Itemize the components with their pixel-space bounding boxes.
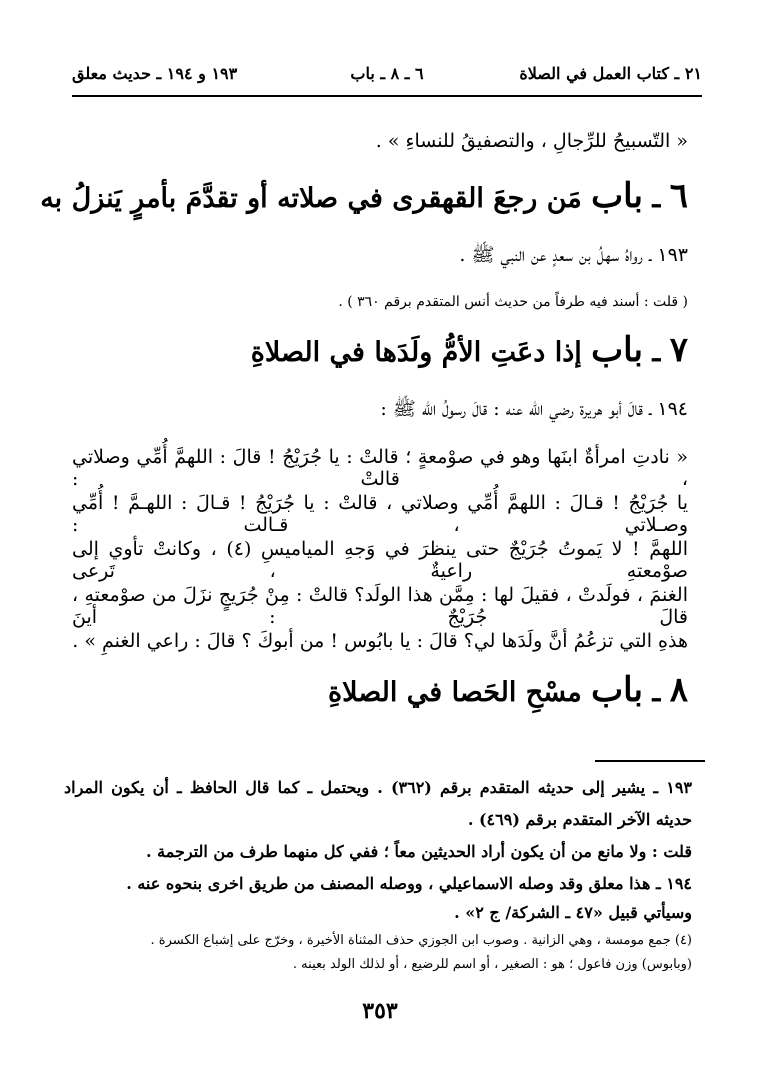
header-divider	[72, 95, 702, 97]
hadith-line: اللهمَّ ! لا يَموتُ جُرَيْجٌ حتى ينظرَ في وَجهِ المياميسِ (٤) ، وكانتْ تأوي إلى صوْمعتهِ راعيةٌ ، تَرعى	[72, 538, 689, 582]
hadith-line: هذهِ التي تزعُمُ أنَّ ولَدَها لي؟ قالَ : يا بابُوس ! من أبوكَ ؟ قالَ : راعي الغنمِ » .	[72, 630, 688, 652]
hadith-line: يا جُرَيْجُ ! قـالَ : اللهمَّ أُمِّي وصلاتي ، قالتْ : يا جُرَيْجُ ! قـالَ : اللهـمَّ ! أُمِّي وصـلاتي ، قـالت :	[72, 492, 688, 536]
footnote-divider	[595, 760, 705, 762]
heading-title: مسْحِ الحَصا في الصلاةِ	[327, 677, 582, 708]
chapter-heading-8	[72, 670, 688, 710]
footnote-line: ١٩٣ ـ يشير إلى حديثه المتقدم برقم (٣٦٢) . ويحتمل ـ كما قال الحافظ ـ أن يكون المراد	[64, 778, 693, 797]
footnote-line: ١٩٤ ـ هذا معلق وقد وصله الاسماعيلي ، ووصله المصنف من طريق اخرى بنحوه عنه .	[126, 874, 692, 893]
chapter-heading-6	[40, 176, 688, 216]
header-section-range: ٦ ـ ٨ ـ باب	[350, 64, 424, 83]
running-header	[72, 58, 702, 88]
heading-bab: باب	[591, 670, 643, 710]
heading-title: إذا دعَتِ الأمُّ ولَدَها في الصلاةِ	[250, 337, 582, 368]
text-line-tasbih: « التّسبيحُ للرِّجالِ ، والتصفيقُ للنساءِ » .	[375, 130, 688, 152]
note-193-text: ( قلت : أسند فيه طرفاً من حديث أنس المتقدم برقم ٣٦٠ ) .	[338, 294, 688, 310]
hadith-193-text: ١٩٣ ـ رواهُ سهلُ بن سعدٍ عن النبي ﷺ .	[459, 244, 688, 266]
heading-number: ٨	[669, 670, 688, 710]
hadith-line: الغنمَ ، فولَدتْ ، فقيلَ لها : مِمَّن هذا الولَد؟ قالتْ : مِنْ جُرَيجٍ نزَلَ من صوْمعتهِ ، قالَ جُرَيْجٌ : أينَ	[72, 584, 688, 628]
chapter-heading-7	[72, 330, 688, 370]
footnote-line: وسيأتي قبيل «٤٧ ـ الشركة/ ج ٢» .	[454, 903, 692, 922]
heading-dash: ـ	[652, 337, 661, 368]
header-chapter-title: ٢١ ـ كتاب العمل في الصلاة	[519, 64, 702, 83]
footnote-line: حديثه الآخر المتقدم برقم (٤٦٩) .	[467, 810, 692, 829]
hadith-194-intro: ١٩٤ ـ قالَ أبو هريرة رضي الله عنه : قالَ رسولُ الله ﷺ :	[380, 398, 688, 420]
header-hadith-range: ١٩٣ و ١٩٤ ـ حديث معلق	[72, 64, 238, 83]
heading-number: ٧	[669, 330, 688, 370]
hadith-line: « نادتِ امرأةٌ ابنَها وهو في صوْمعةٍ ؛ قالتْ : يا جُرَيْجُ ! قالَ : اللهمَّ أُمِّي وصلاتي ، قالتْ :	[72, 446, 688, 490]
footnote-gloss: (وبابوس) وزن فاعول ؛ هو : الصغير ، أو اسم للرضيع ، أو لذلك الولد بعينه .	[292, 957, 692, 972]
heading-dash: ـ	[652, 677, 661, 708]
heading-title: مَن رجعَ القهقرى في صلاته أو تقدَّمَ بأمرٍ يَنزلُ به	[40, 183, 582, 214]
heading-dash: ـ	[652, 183, 661, 214]
footnote-gloss: (٤) جمع مومسة ، وهي الزانية . وصوب ابن الجوزي حذف المثناة الأخيرة ، وخرّج على إشباع الكسرة .	[150, 933, 692, 948]
heading-bab: باب	[591, 330, 643, 370]
page-number: ٣٥٣	[362, 998, 398, 1024]
footnote-line: قلت : ولا مانع من أن يكون أراد الحديثين معاً ؛ ففي كل منهما طرف من الترجمة .	[146, 842, 692, 861]
heading-bab: باب	[591, 176, 643, 216]
heading-number: ٦	[669, 176, 688, 216]
